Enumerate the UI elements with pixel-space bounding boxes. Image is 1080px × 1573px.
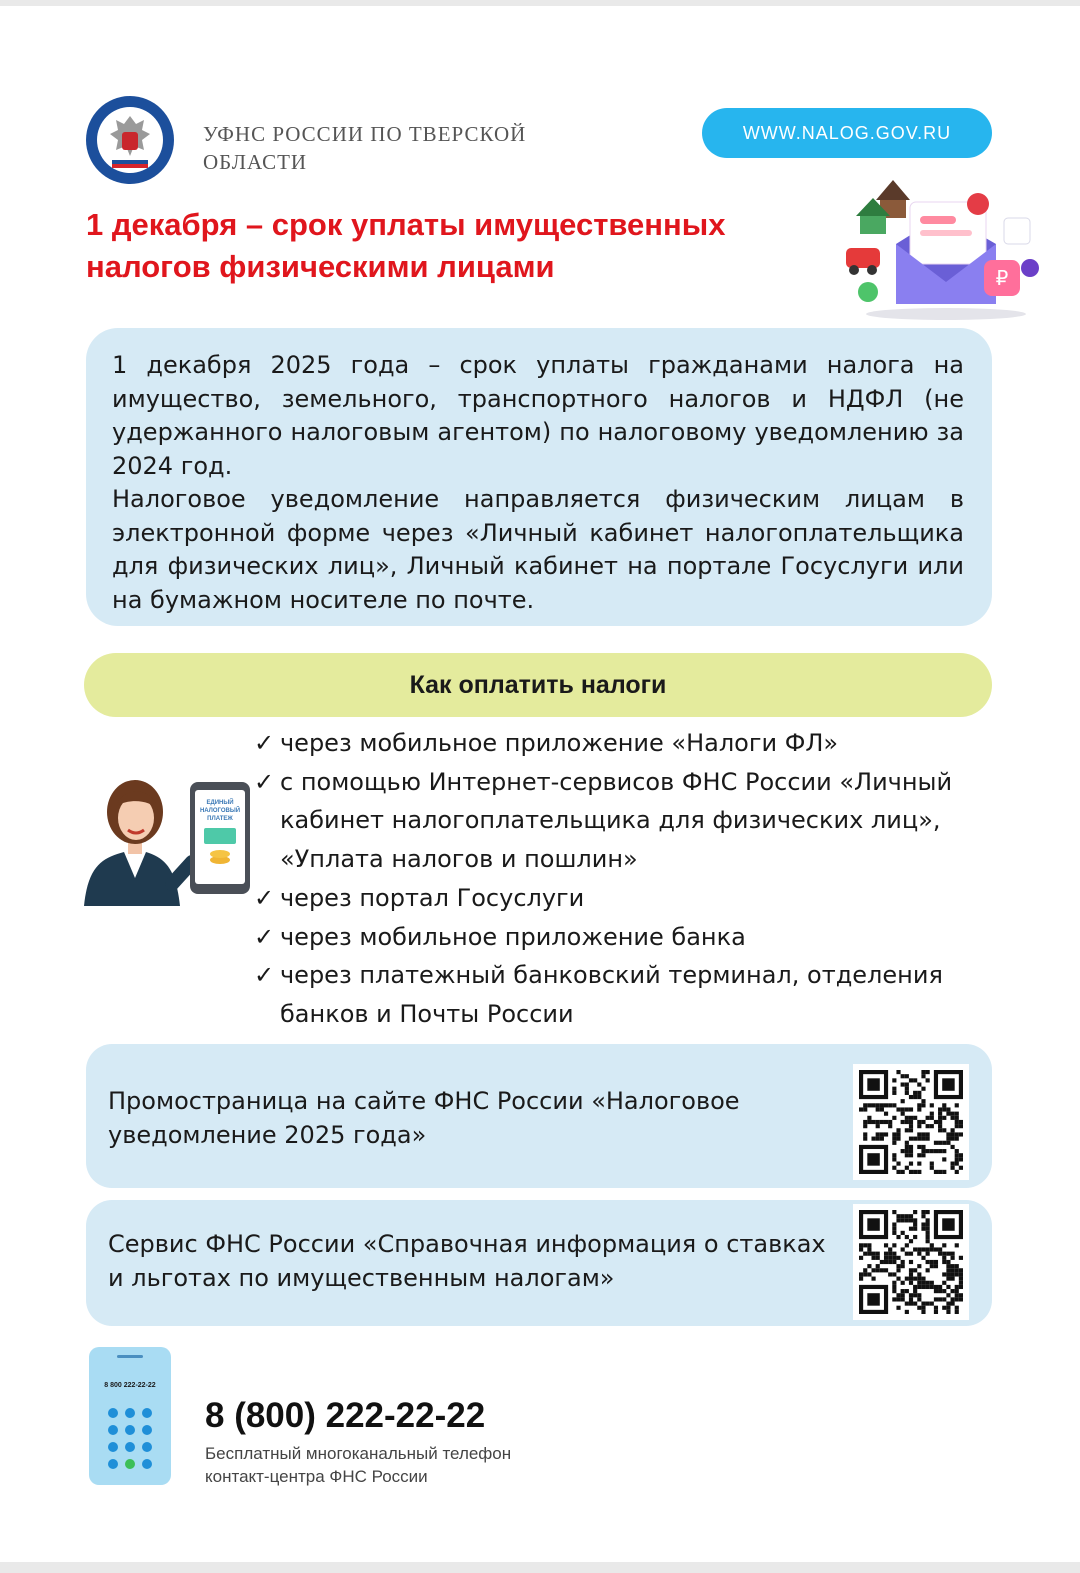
method-text: через платежный банковский терминал, отделения банков и Почты России xyxy=(280,961,943,1028)
promo-page-card[interactable] xyxy=(86,1044,992,1188)
info-paragraph-1: 1 декабря 2025 года – срок уплаты гражданами налога на имущество, земельного, транспортного налогов и НДФЛ (не удержанного налоговым агентом) по налоговому уведомлению за 2024 год. xyxy=(112,351,964,480)
org-name-line2: ОБЛАСТИ xyxy=(203,150,308,174)
check-mark-icon: ✓ xyxy=(254,961,275,990)
hotline-description xyxy=(205,1442,511,1488)
payment-methods-list xyxy=(254,724,974,1034)
method-text: через мобильное приложение «Налоги ФЛ» xyxy=(280,729,839,757)
org-name-line1: УФНС РОССИИ ПО ТВЕРСКОЙ xyxy=(203,122,527,146)
method-text: с помощью Интернет-сервисов ФНС России «Личный кабинет налогоплательщика для физических лиц», «Уплата налогов и пошлин» xyxy=(280,767,953,874)
hotline-description-line1: Бесплатный многоканальный телефон xyxy=(205,1444,512,1463)
list-item xyxy=(254,724,974,763)
list-item xyxy=(254,918,974,957)
phone-icon-number: 8 800 222-22-22 xyxy=(104,1382,156,1389)
list-item xyxy=(254,956,974,1033)
qr-code-icon[interactable] xyxy=(853,1204,969,1320)
list-item xyxy=(254,763,974,879)
svg-text:₽: ₽ xyxy=(995,266,1009,290)
info-paragraph-2: Налоговое уведомление направляется физическим лицам в электронной форме через «Личный кабинет налогоплательщика для физических лиц», Личный кабинет на портале Госуслуги или на бумажном носителе по почте. xyxy=(112,485,964,614)
headline xyxy=(86,204,846,288)
reference-service-text: Сервис ФНС России «Справочная информация о ставках и льготах по имущественным налогам» xyxy=(108,1230,826,1292)
svg-text:НАЛОГОВЫЙ: НАЛОГОВЫЙ xyxy=(199,808,241,814)
info-box xyxy=(86,328,992,626)
phone-keypad-icon xyxy=(89,1347,171,1485)
woman-with-tablet-icon xyxy=(80,766,255,911)
method-text: через портал Госуслуги xyxy=(280,883,585,912)
check-mark-icon: ✓ xyxy=(254,767,275,796)
promo-page-text: Промостраница на сайте ФНС России «Налоговое уведомление 2025 года» xyxy=(108,1087,740,1149)
org-name xyxy=(203,120,526,176)
check-mark-icon: ✓ xyxy=(254,729,275,757)
method-text: через мобильное приложение банка xyxy=(280,922,746,951)
hotline-phone[interactable]: 8 (800) 222-22-22 xyxy=(205,1396,486,1435)
headline-line2: налогов физическими лицами xyxy=(86,249,555,284)
envelope-notification-icon xyxy=(836,164,1048,324)
qr-code-icon[interactable] xyxy=(853,1064,969,1180)
headline-line1: 1 декабря – срок уплаты имущественных xyxy=(86,207,726,242)
reference-service-card[interactable] xyxy=(86,1200,992,1326)
check-mark-icon: ✓ xyxy=(254,883,275,912)
pay-section-title: Как оплатить налоги xyxy=(84,653,992,717)
check-mark-icon: ✓ xyxy=(254,922,275,951)
svg-text:ПЛАТЕЖ: ПЛАТЕЖ xyxy=(207,816,233,822)
website-link[interactable]: WWW.NALOG.GOV.RU xyxy=(702,108,992,158)
qr-code-reference xyxy=(859,1210,963,1314)
fns-emblem-icon xyxy=(84,94,176,186)
info-text xyxy=(112,349,964,617)
page xyxy=(0,6,1080,1562)
hotline-description-line2: контакт-центра ФНС России xyxy=(205,1467,428,1486)
svg-text:ЕДИНЫЙ: ЕДИНЫЙ xyxy=(206,800,234,806)
qr-code-promo xyxy=(859,1070,963,1174)
list-item xyxy=(254,879,974,918)
